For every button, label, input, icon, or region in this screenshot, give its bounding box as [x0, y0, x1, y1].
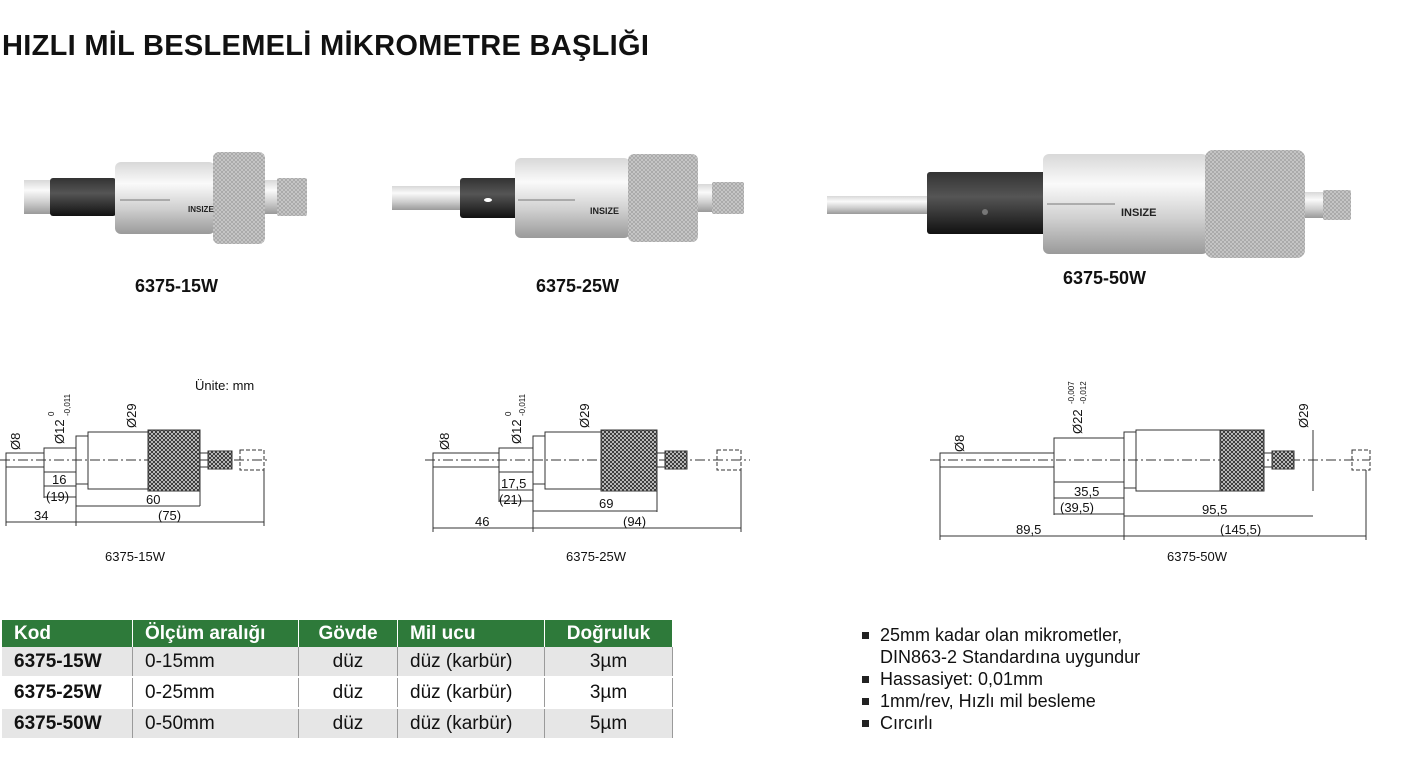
svg-text:69: 69	[599, 496, 614, 511]
svg-text:-0,011: -0,011	[63, 393, 72, 416]
svg-text:(75): (75)	[158, 508, 182, 523]
svg-text:(19): (19)	[46, 489, 70, 504]
svg-text:Ø8: Ø8	[437, 432, 452, 450]
dimension-drawing-6375-50w	[930, 370, 1375, 545]
svg-text:(39,5): (39,5)	[1060, 500, 1094, 515]
table-cell: düz	[299, 677, 398, 708]
header-cell: Gövde	[299, 620, 398, 647]
photo-caption: 6375-50W	[1063, 268, 1147, 288]
svg-text:0: 0	[47, 411, 56, 416]
svg-text:-0,007: -0,007	[1067, 381, 1076, 404]
dimension-drawing-6375-25w	[425, 380, 755, 540]
table-header-row	[2, 620, 673, 647]
header-cell: Ölçüm aralığı	[133, 620, 299, 647]
product-photo-6375-50w	[825, 140, 1355, 260]
table-cell: düz (karbür)	[398, 677, 545, 708]
svg-text:INSIZE: INSIZE	[1121, 207, 1157, 219]
table-cell: düz	[299, 708, 398, 739]
svg-text:(21): (21)	[499, 492, 523, 507]
feature-item-continued: DIN863-2 Standardına uygundur	[880, 647, 1141, 667]
svg-text:INSIZE: INSIZE	[590, 206, 620, 216]
product-photo-6375-15w	[20, 150, 320, 250]
feature-item: 25mm kadar olan mikrometler,	[861, 624, 1140, 646]
svg-text:34: 34	[34, 508, 49, 523]
unit-note: Ünite: mm	[195, 378, 255, 393]
drawing-caption: 6375-15W	[105, 549, 165, 564]
table-cell: 0-50mm	[133, 708, 299, 739]
header-cell: Mil ucu	[398, 620, 545, 647]
photo-caption: 6375-25W	[536, 276, 620, 296]
table-cell: 0-15mm	[133, 647, 299, 677]
drawing-caption: 6375-25W	[566, 549, 626, 564]
svg-text:89,5: 89,5	[1016, 522, 1042, 537]
header-cell: Kod	[2, 620, 133, 647]
svg-text:Ø29: Ø29	[124, 403, 139, 428]
table-cell: 6375-50W	[2, 708, 133, 739]
svg-text:-0,012: -0,012	[1079, 381, 1088, 404]
svg-text:95,5: 95,5	[1202, 502, 1228, 517]
svg-text:Ø8: Ø8	[8, 432, 23, 450]
svg-text:Ø29: Ø29	[1296, 403, 1311, 428]
table-cell: düz (karbür)	[398, 647, 545, 677]
table-row	[2, 708, 673, 739]
page-title: HIZLI MİL BESLEMELİ MİKROMETRE BAŞLIĞI	[2, 30, 650, 62]
feature-item: Cırcırlı	[861, 712, 1140, 734]
feature-item: Hassasiyet: 0,01mm	[861, 668, 1140, 690]
brand-logo: INSIZE	[188, 205, 214, 214]
svg-text:35,5: 35,5	[1074, 484, 1100, 499]
table-row	[2, 677, 673, 708]
svg-text:16: 16	[52, 472, 67, 487]
svg-text:0: 0	[504, 411, 513, 416]
svg-text:Ø8: Ø8	[952, 434, 967, 452]
table-cell: 6375-25W	[2, 677, 133, 708]
table-cell: 3µm	[545, 647, 673, 677]
table-cell: 5µm	[545, 708, 673, 739]
table-cell: 3µm	[545, 677, 673, 708]
spec-table	[2, 620, 673, 740]
feature-list	[861, 624, 1140, 734]
drawing-caption: 6375-50W	[1167, 549, 1227, 564]
svg-text:Ø22: Ø22	[1070, 409, 1085, 434]
table-cell: düz	[299, 647, 398, 677]
header-cell: Doğruluk	[545, 620, 673, 647]
svg-text:60: 60	[146, 492, 161, 507]
table-row	[2, 647, 673, 677]
svg-text:Ø12: Ø12	[509, 419, 524, 444]
svg-text:Ø12: Ø12	[52, 419, 67, 444]
svg-text:Ø29: Ø29	[577, 403, 592, 428]
table-cell: düz (karbür)	[398, 708, 545, 739]
table-cell: 6375-15W	[2, 647, 133, 677]
svg-text:-0,011: -0,011	[518, 393, 527, 416]
svg-text:46: 46	[475, 514, 490, 529]
photo-caption: 6375-15W	[135, 276, 219, 296]
dimension-drawing-6375-15w	[0, 380, 280, 530]
svg-text:(94): (94)	[623, 514, 647, 529]
svg-text:17,5: 17,5	[501, 476, 527, 491]
table-cell: 0-25mm	[133, 677, 299, 708]
feature-item: 1mm/rev, Hızlı mil besleme	[861, 690, 1140, 712]
svg-text:(145,5): (145,5)	[1220, 522, 1262, 537]
product-photo-6375-25w	[390, 150, 760, 250]
